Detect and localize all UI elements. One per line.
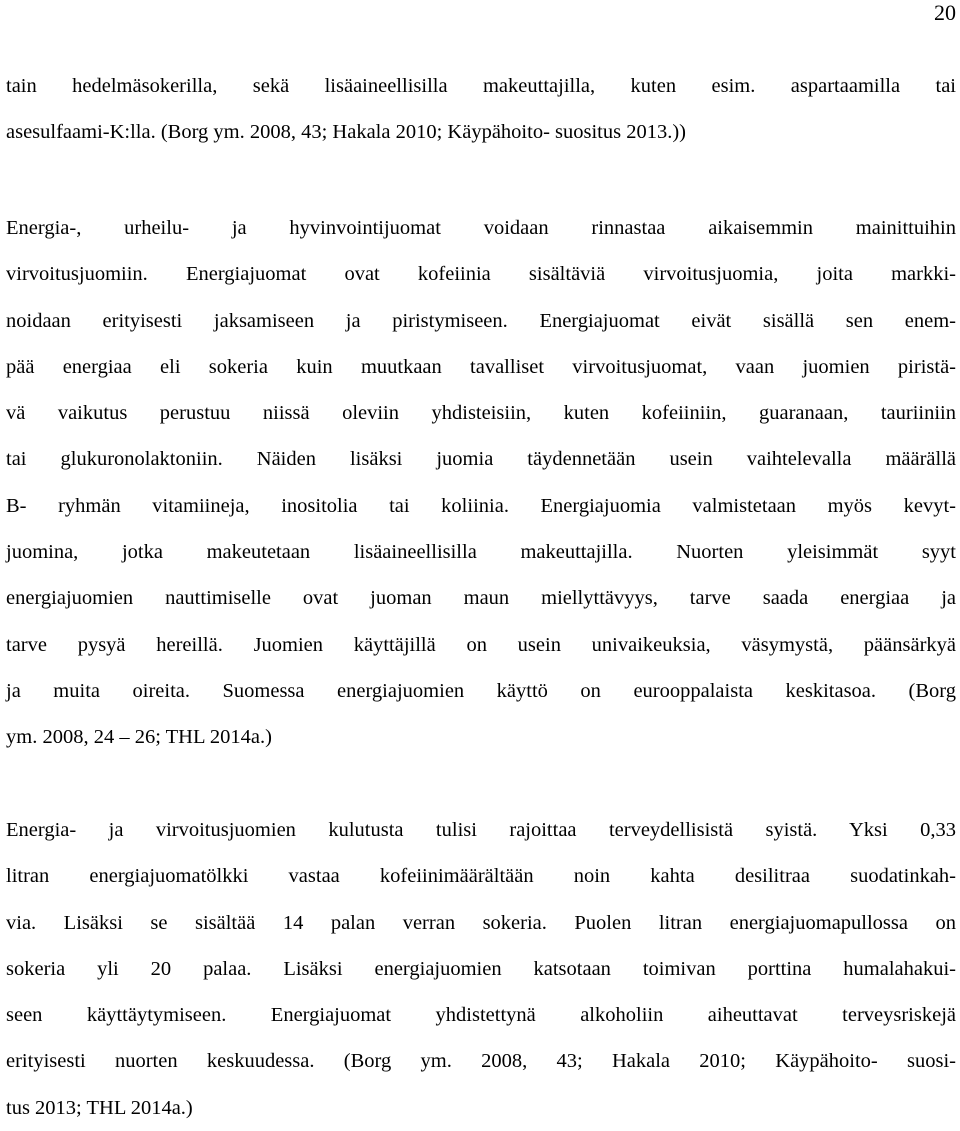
text-line: tain hedelmäsokerilla, sekä lisäaineellisilla makeuttajilla, kuten esim. aspartaamilla tai: [6, 75, 956, 97]
page-number: 20: [934, 0, 956, 25]
text-line: Energia-, urheilu- ja hyvinvointijuomat voidaan rinnastaa aikaisemmin mainittuihin: [6, 217, 956, 239]
text-line: via. Lisäksi se sisältää 14 palan verran sokeria. Puolen litran energiajuomapullossa on: [6, 911, 956, 934]
text-line: litran energiajuomatölkki vastaa kofeiinimäärältään noin kahta desilitraa suodatinkah-: [6, 865, 956, 888]
paragraph-2: [6, 205, 956, 761]
text-line: pää energiaa eli sokeria kuin muutkaan tavalliset virvoitusjuomat, vaan juomien piristä-: [6, 355, 956, 378]
text-line: tus 2013; THL 2014a.): [6, 1096, 193, 1119]
text-line: ym. 2008, 24 – 26; THL 2014a.): [6, 726, 272, 749]
text-line: virvoitusjuomiin. Energiajuomat ovat kofeiinia sisältäviä virvoitusjuomia, joita markki-: [6, 263, 956, 286]
text-line: B- ryhmän vitamiineja, inositolia tai koliinia. Energiajuomia valmistetaan myös kevyt-: [6, 494, 956, 517]
text-line: ja muita oireita. Suomessa energiajuomien käyttö on eurooppalaista keskitasoa. (Borg: [6, 679, 956, 702]
text-line: asesulfaami-K:lla. (Borg ym. 2008, 43; Hakala 2010; Käypähoito- suositus 2013.)): [6, 121, 686, 144]
text-line: energiajuomien nauttimiselle ovat juoman maun miellyttävyys, tarve saada energiaa ja: [6, 587, 956, 610]
text-line: seen käyttäytymiseen. Energiajuomat yhdistettynä alkoholiin aiheuttavat terveysriskejä: [6, 1004, 956, 1027]
text-line: tai glukuronolaktoniin. Näiden lisäksi juomia täydennetään usein vaihtelevalla määrällä: [6, 448, 956, 471]
text-line: juomina, jotka makeutetaan lisäaineellisilla makeuttajilla. Nuorten yleisimmät syyt: [6, 541, 956, 564]
text-line: Energia- ja virvoitusjuomien kulutusta tulisi rajoittaa terveydellisistä syistä. Yksi 0,33: [6, 819, 956, 841]
text-line: sokeria yli 20 palaa. Lisäksi energiajuomien katsotaan toimivan porttina humalahakui-: [6, 957, 956, 980]
paragraph-1: [6, 63, 956, 156]
text-line: erityisesti nuorten keskuudessa. (Borg ym. 2008, 43; Hakala 2010; Käypähoito- suosi-: [6, 1050, 956, 1073]
text-line: vä vaikutus perustuu niissä oleviin yhdisteisiin, kuten kofeiiniin, guaranaan, tauriiniin: [6, 402, 956, 425]
text-line: noidaan erityisesti jaksamiseen ja piristymiseen. Energiajuomat eivät sisällä sen enem-: [6, 309, 956, 332]
text-line: tarve pysyä hereillä. Juomien käyttäjillä on usein univaikeuksia, väsymystä, päänsärkyä: [6, 633, 956, 656]
paragraph-3: [6, 807, 956, 1131]
